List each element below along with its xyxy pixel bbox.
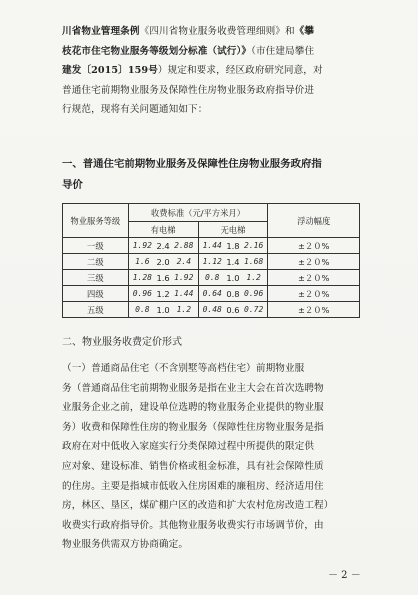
table-row: 一级 1.92 2.4 2.88 1.44 1.8 2.16 ±２０% — [63, 238, 360, 254]
col-header-no-elevator: 无电梯 — [198, 222, 268, 238]
table-row: 二级 1.6 2.0 2.4 1.12 1.4 1.68 ±２０% — [63, 254, 360, 270]
col-header-elevator: 有电梯 — [128, 222, 198, 238]
section-heading-1: 一、普通住宅前期物业服务及保障性住房物业服务政府指 导价 — [62, 158, 322, 191]
body-paragraph: （一）普通商品住宅（不含别墅等高档住宅）前期物业服 务（普通商品住宅前期物业服务是指在业主大会在首次选聘物 业服务企业之前，建设单位选聘的物业服务企业提供的物业服 务）收费和保障性住房的物业服务（保障性住房物业服务是指 政府在对中低收入家庭实行分类保障过程中所提供的限定供 应对象、建设标准、销售价格或租金标准，具有社会保障性质 的住房。主要是指城市低收入住房困难的廉租房、经济适用住 房，林区、垦区，煤矿棚户区的改造和扩大农村危房改造工程） 收费实行政府指导价。其他物业服务收费实行市场调节价，由 物业服务供需双方协商确定。 — [62, 363, 334, 551]
intro-paragraph — [62, 22, 362, 120]
table-row: 三级 1.28 1.6 1.92 0.8 1.0 1.2 ±２０% — [63, 270, 360, 286]
table-row: 五级 0.8 1.0 1.2 0.48 0.6 0.72 ±２０% — [63, 302, 360, 318]
fee-table — [62, 203, 360, 318]
col-header-fee: 收费标准（元/平方米月） — [128, 204, 268, 222]
intro-line1: 川省物业管理条例《四川省物业服务收费管理细则》和《攀 — [62, 26, 315, 37]
intro-line4: 普通住宅前期物业服务及保障性住房物业服务政府指导价进 — [62, 84, 315, 96]
page-number: － 2 － — [328, 570, 361, 581]
intro-line3: 建发〔2015〕159号）规定和要求，经区政府研究同意，对 — [62, 65, 323, 77]
table-row: 四级 0.96 1.2 1.44 0.64 0.8 0.96 ±２０% — [63, 286, 360, 302]
intro-line2: 枝花市住宅物业服务等级划分标准（试行）》（市住建局攀住 — [62, 45, 315, 57]
section-heading-2: 二、物业服务收费定价形式 — [62, 337, 182, 348]
intro-line5: 行规范，现将有关问题通知如下： — [62, 104, 208, 116]
col-header-level: 物业服务等级 — [63, 204, 129, 238]
col-header-float: 浮动幅度 — [268, 204, 360, 238]
